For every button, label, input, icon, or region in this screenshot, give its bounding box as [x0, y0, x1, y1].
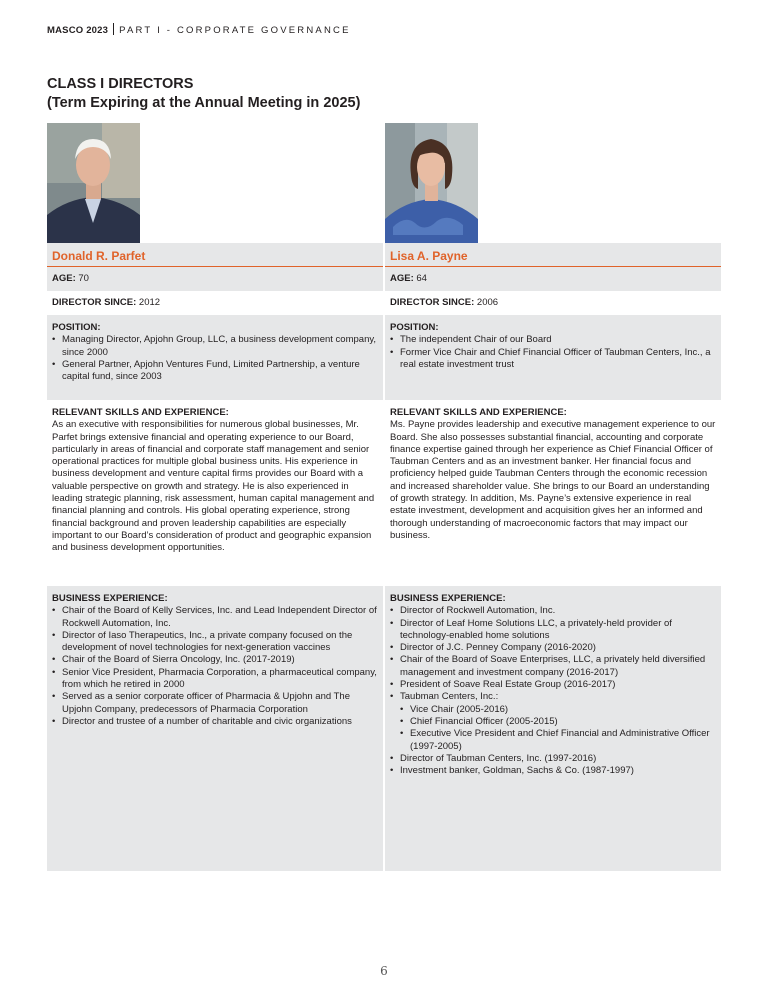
list-item: • Director of Iaso Therapeutics, Inc., a private company focused on the development of novel technologies for next-generation vaccines — [52, 630, 378, 655]
header-divider — [113, 23, 114, 35]
position-block — [385, 315, 721, 400]
header-section: PART I - CORPORATE GOVERNANCE — [119, 25, 351, 36]
director-since-row — [385, 291, 721, 315]
section-title — [47, 75, 360, 113]
director-name-row — [47, 243, 383, 267]
list-item: • Vice Chair (2005-2016) — [390, 704, 716, 716]
director-since-value: 2006 — [476, 297, 499, 308]
director-name: Lisa A. Payne — [390, 249, 468, 263]
business-experience-label: BUSINESS EXPERIENCE: — [390, 593, 506, 604]
age-value: 70 — [78, 273, 89, 284]
list-item: • Investment banker, Goldman, Sachs & Co. (1987-1997) — [390, 765, 716, 777]
list-item: • Executive Vice President and Chief Financial and Administrative Officer (1997-2005) — [390, 728, 716, 753]
header-brand: MASCO 2023 — [47, 25, 109, 36]
age-label: AGE: — [390, 273, 414, 284]
list-item: • Senior Vice President, Pharmacia Corporation, a pharmaceutical company, from which he retired in 2000 — [52, 667, 378, 692]
page-header — [47, 23, 351, 36]
skills-label: RELEVANT SKILLS AND EXPERIENCE: — [390, 407, 567, 418]
age-row — [385, 267, 721, 291]
position-list — [52, 334, 378, 383]
director-since-label: DIRECTOR SINCE: — [52, 297, 137, 308]
skills-text: Ms. Payne provides leadership and executive management experience to our Board. She also possesses substantial financial, accounting and corporate finance expertise gained through her experience as Chief Financial Officer of Taubman Centers and as an investment banker. Her financial focus and proficiency helped guide Taubman Centers through the economic recession and increased shareholder value. She brings to our Board an understanding of growth strategy. In addition, Ms. Payne’s extensive experience in real estate investment, development and acquisition gives her an informed and thorough understanding of macroeconomic factors that may impact our business. — [390, 419, 716, 541]
list-item: • Director of Leaf Home Solutions LLC, a privately-held provider of technology-enabled home solutions — [390, 618, 716, 643]
director-photo-payne — [385, 123, 478, 243]
director-card-payne — [385, 123, 721, 871]
age-row — [47, 267, 383, 291]
list-item: • The independent Chair of our Board — [390, 334, 716, 346]
list-item: • Chair of the Board of Sierra Oncology, Inc. (2017-2019) — [52, 654, 378, 666]
business-experience-label: BUSINESS EXPERIENCE: — [52, 593, 168, 604]
age-value: 64 — [416, 273, 427, 284]
skills-block — [47, 400, 383, 586]
skills-text: As an executive with responsibilities for numerous global businesses, Mr. Parfet brings extensive financial and operating experience to our Board, particularly in areas of financial and corporate staff management and senior operational practices for multiple global business units. His experience in business development and venture capital firms provides our Board with a valuable perspective on growth and strategy. He is also experienced in leading strategic planning, risk assessment, human capital management and financial planning and controls. His global operating experience, strong financial background and proven leadership capabilities are especially important to our Board’s consideration of product and geographic expansion and business development opportunities. — [52, 419, 375, 554]
business-experience-block — [385, 586, 721, 871]
list-item: • Chair of the Board of Soave Enterprises, LLC, a privately held diversified management and investment company (2016-2017) — [390, 654, 716, 679]
director-name-row — [385, 243, 721, 267]
skills-block — [385, 400, 721, 586]
director-photo-parfet — [47, 123, 140, 243]
director-since-row — [47, 291, 383, 315]
skills-label: RELEVANT SKILLS AND EXPERIENCE: — [52, 407, 229, 418]
age-label: AGE: — [52, 273, 76, 284]
list-item: • Director of J.C. Penney Company (2016-2020) — [390, 642, 716, 654]
list-item: • Chair of the Board of Kelly Services, Inc. and Lead Independent Director of Rockwell Automation, Inc. — [52, 605, 378, 630]
list-item: • Director of Rockwell Automation, Inc. — [390, 605, 716, 617]
director-since-label: DIRECTOR SINCE: — [390, 297, 475, 308]
list-item: • Managing Director, Apjohn Group, LLC, a business development company, since 2000 — [52, 334, 378, 359]
list-item: • Chief Financial Officer (2005-2015) — [390, 716, 716, 728]
position-block — [47, 315, 383, 400]
section-title-line2: (Term Expiring at the Annual Meeting in 2025) — [47, 95, 361, 111]
list-item: • President of Soave Real Estate Group (2016-2017) — [390, 679, 716, 691]
business-experience-block — [47, 586, 383, 871]
business-experience-list — [390, 605, 716, 777]
list-item: • Director and trustee of a number of charitable and civic organizations — [52, 716, 378, 728]
list-item: • General Partner, Apjohn Ventures Fund, Limited Partnership, a venture capital fund, since 2003 — [52, 359, 378, 384]
list-item: • Former Vice Chair and Chief Financial Officer of Taubman Centers, Inc., a real estate investment trust — [390, 347, 716, 372]
section-title-line1: CLASS I DIRECTORS — [47, 76, 194, 92]
list-item: • Taubman Centers, Inc.: — [390, 691, 716, 703]
list-item: • Director of Taubman Centers, Inc. (1997-2016) — [390, 753, 716, 765]
position-list — [390, 334, 716, 371]
position-label: POSITION: — [52, 322, 101, 333]
list-item: • Served as a senior corporate officer of Pharmacia & Upjohn and The Upjohn Company, predecessors of Pharmacia Corporation — [52, 691, 378, 716]
director-card-parfet — [47, 123, 383, 871]
position-label: POSITION: — [390, 322, 439, 333]
director-since-value: 2012 — [138, 297, 161, 308]
page-number: 6 — [380, 964, 388, 978]
business-experience-list — [52, 605, 378, 728]
director-name: Donald R. Parfet — [52, 249, 146, 263]
